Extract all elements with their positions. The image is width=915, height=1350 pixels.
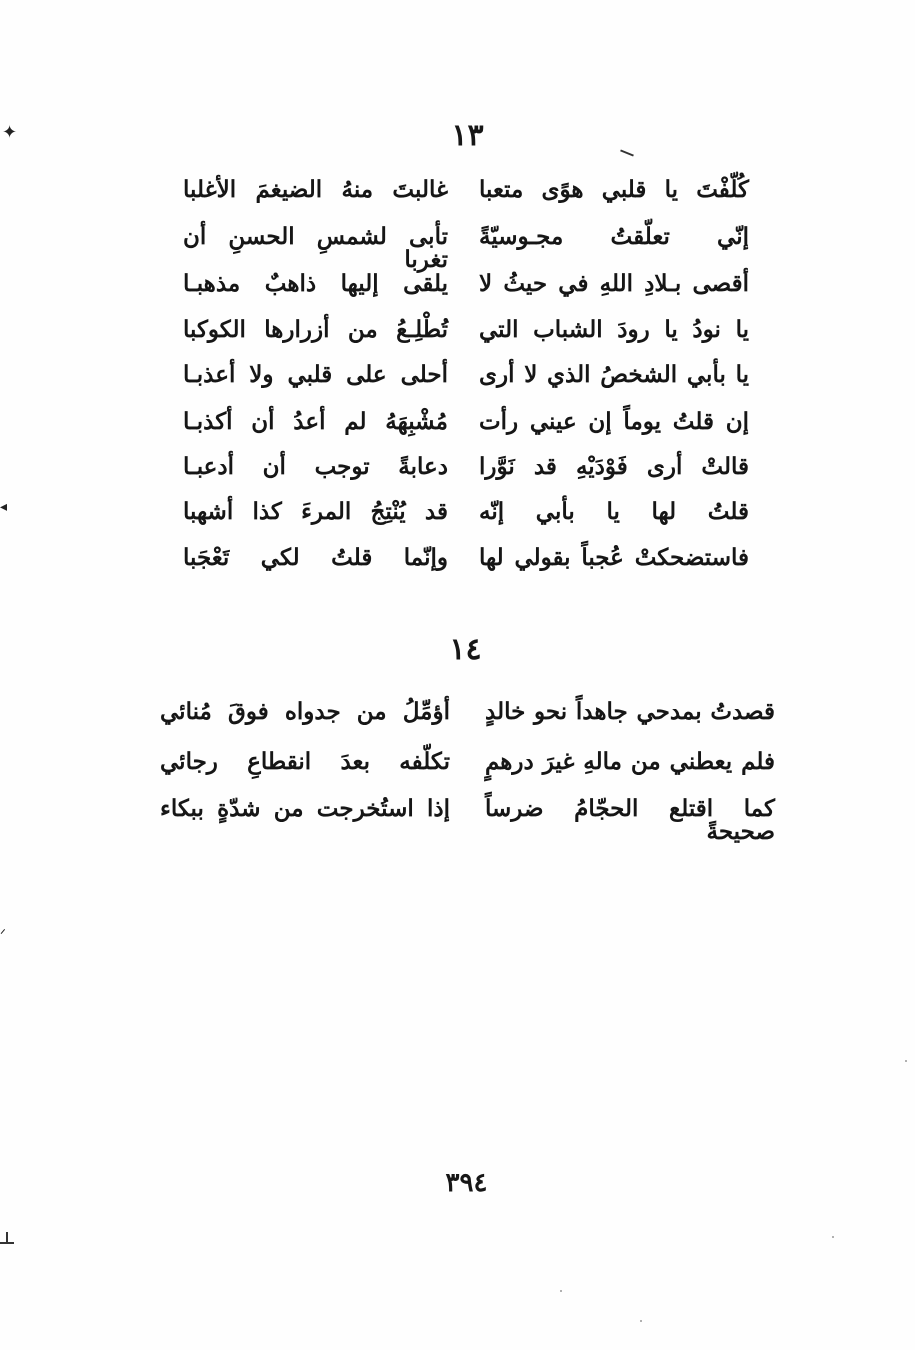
verse-first-hemistich: قلتُ لها يا بأبي إنّه [479,498,749,525]
margin-cross-mark: ✦ [2,122,18,143]
verse-second-hemistich: مُشْبِهَهُ لم أعدُ أن أكذبـا [183,408,448,435]
verse-first-hemistich: أقصى بـلادِ اللهِ في حيثُ لا [479,270,749,297]
margin-corner-mark [0,1242,14,1244]
verse-first-hemistich: كما اقتلع الحجّامُ ضرساً صحيحةً [485,795,775,845]
verse-second-hemistich: أحلى على قلبي ولا أعذبـا [183,361,448,388]
verse-first-hemistich: يا بأبي الشخصُ الذي لا أرى [479,361,749,388]
verse-second-hemistich: وإنّما قلتُ لكي تَعْجَبا [183,544,448,571]
verse-second-hemistich: تكلّفه بعدَ انقطاعِ رجائي [160,748,450,775]
scan-speck [905,1060,907,1062]
scan-speck [640,1320,642,1322]
verse-second-hemistich: يلقى إليها ذاهبٌ مذهبـا [183,270,448,297]
verse-first-hemistich: قالتْ أرى فَوْدَيْهِ قد نَوَّرا [479,453,749,480]
verse-second-hemistich: أؤمِّلُ من جدواه فوقَ مُنائي [160,698,450,725]
margin-arrow-mark: ◂ [0,499,8,515]
page-number: ٣٩٤ [445,1168,488,1198]
margin-corner-mark-stem [6,1232,8,1242]
verse-second-hemistich: غالبتَ منهُ الضيغمَ الأغلبا [183,176,448,203]
verse-second-hemistich: تأبى لشمسِ الحسنِ أن تغربا [183,223,448,273]
scan-speck [832,1236,834,1238]
verse-first-hemistich: إنّي تعلّقتُ مجـوسيّةً [479,223,749,250]
verse-first-hemistich: فاستضحكتْ عُجباً بقولي لها [479,544,749,571]
margin-tick-mark: ᐟ [0,927,6,943]
verse-first-hemistich: كُلّفْتَ يا قلبي هوًى متعبا [479,176,749,203]
poem-number: ١٣ [451,118,484,153]
scan-speck [560,1290,562,1292]
poem-number: ١٤ [449,632,482,667]
verse-first-hemistich: قصدتُ بمدحي جاهداً نحو خالدٍ [485,698,775,725]
verse-first-hemistich: إن قلتُ يوماً إن عيني رأت [479,408,749,435]
verse-second-hemistich: قد يُنْتِجُ المرءَ كذا أشهبا [183,498,448,525]
verse-second-hemistich: دعابةً توجب أن أدعبـا [183,453,448,480]
verse-first-hemistich: يا نودُ يا رودَ الشباب التي [479,316,749,343]
verse-second-hemistich: إذا استُخرجت من شدّةٍ ببكاء [160,795,450,822]
verse-first-hemistich: فلم يعطني من مالهِ غيرَ درهمٍ [485,748,775,775]
verse-second-hemistich: تُطْلِـعُ من أزرارها الكوكبا [183,316,448,343]
